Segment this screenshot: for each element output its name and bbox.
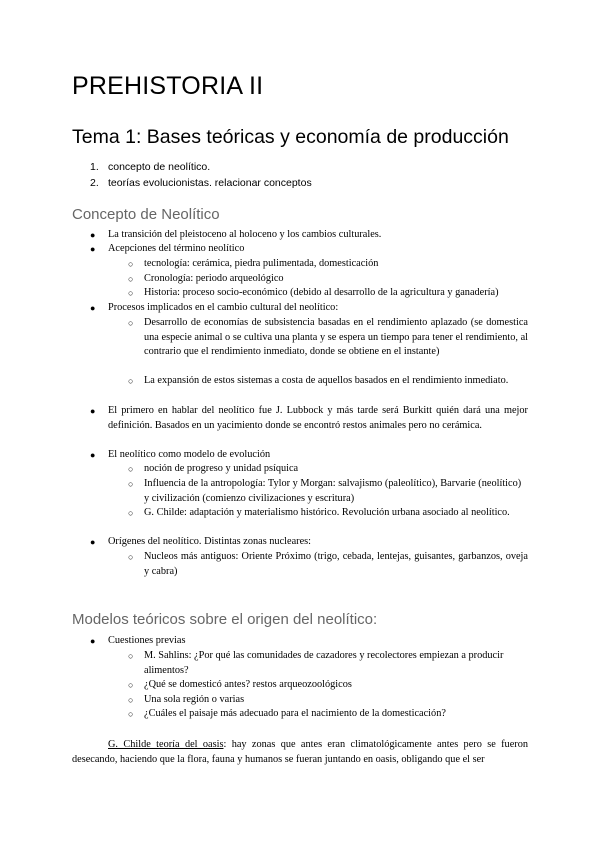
sub-list-item: M. Sahlins: ¿Por qué las comunidades de cazadores y recolectores empiezan a producir alimentos? (144, 650, 504, 676)
numbered-list (90, 159, 312, 191)
body-paragraph (72, 738, 528, 767)
bullet-filled-icon: ● (90, 244, 96, 254)
sub-list-item: La expansión de estos sistemas a costa de aquellos basados en el rendimiento inmediato. (144, 375, 509, 386)
sub-list-item: ¿Cuáles el paisaje más adecuado para el nacimiento de la domesticación? (144, 708, 446, 719)
bullet-hollow-icon: ○ (128, 695, 134, 705)
sub-list-item: Historia: proceso socio-económico (debido al desarrollo de la agricultura y ganadería) (144, 287, 499, 298)
bullet-hollow-icon: ○ (128, 464, 134, 474)
bullet-hollow-icon: ○ (128, 318, 134, 328)
bullet-filled-icon: ● (90, 303, 96, 313)
sub-list-item: Cronología: periodo arqueológico (144, 273, 284, 284)
list-item: Cuestiones previas (108, 635, 186, 646)
list-item: El primero en hablar del neolítico fue J. Lubbock y más tarde será Burkitt quién dará una mejor definición. Basados en un yacimiento donde se encontró restos animales pero no cerámica. (108, 405, 528, 431)
sub-list-item: Desarrollo de economías de subsistencia basadas en el rendimiento aplazado (se domestica una especie animal o se cultiva una planta y se espera un tiempo para tener el rendimiento, al contrario que el rendimiento inmediato, donde se obtiene en el instante) (144, 317, 528, 358)
bullet-hollow-icon: ○ (128, 680, 134, 690)
bullet-hollow-icon: ○ (128, 274, 134, 284)
bullet-filled-icon: ● (90, 230, 96, 240)
bullet-hollow-icon: ○ (128, 376, 134, 386)
list-item: El neolítico como modelo de evolución (108, 449, 271, 460)
section-heading-concepto: Concepto de Neolítico (72, 206, 220, 223)
section-heading-modelos: Modelos teóricos sobre el origen del neolítico: (72, 611, 378, 628)
bullet-hollow-icon: ○ (128, 259, 134, 269)
sub-list-item: Influencia de la antropología: Tylor y Morgan: salvajismo (paleolítico), Barvarie (neolítico) y civilización (comienzo civilizaciones y escritura) (144, 478, 522, 504)
paragraph-lead: G. Childe teoría del oasis (108, 739, 224, 750)
sub-list-item: Una sola región o varias (144, 694, 245, 705)
list-item: Acepciones del término neolítico (108, 243, 245, 254)
sub-list-item: G. Childe: adaptación y materialismo histórico. Revolución urbana asociado al neolítico. (144, 507, 510, 518)
bullet-hollow-icon: ○ (128, 508, 134, 518)
list-item: Procesos implicados en el cambio cultural del neolítico: (108, 302, 339, 313)
numbered-item: 2. teorías evolucionistas. relacionar conceptos (90, 177, 312, 189)
paragraph-text: : hay zonas que antes eran climatológicamente antes pero se fueron desecando, haciendo que la flora, fauna y humanos se fueran juntando en oasis, obligando que el ser (72, 739, 528, 765)
bullet-hollow-icon: ○ (128, 651, 134, 661)
sub-list-item: ¿Qué se domesticó antes? restos arqueozoológicos (144, 679, 352, 690)
bullet-hollow-icon: ○ (128, 479, 134, 489)
bullet-filled-icon: ● (90, 636, 96, 646)
sub-list-item: tecnología: cerámica, piedra pulimentada, domesticación (144, 258, 379, 269)
bullet-hollow-icon: ○ (128, 552, 134, 562)
bullet-filled-icon: ● (90, 537, 96, 547)
list-item: La transición del pleistoceno al holoceno y los cambios culturales. (108, 229, 382, 240)
bullet-filled-icon: ● (90, 406, 96, 416)
sub-list-item: Nucleos más antiguos: Oriente Próximo (trigo, cebada, lentejas, guisantes, garbanzos, oveja y cabra) (144, 551, 528, 577)
numbered-item: 1. concepto de neolítico. (90, 161, 211, 173)
list-item: Orígenes del neolítico. Distintas zonas nucleares: (108, 536, 312, 547)
bullet-filled-icon: ● (90, 450, 96, 460)
tema-heading: Tema 1: Bases teóricas y economía de producción (72, 126, 509, 148)
document-title: PREHISTORIA II (72, 72, 264, 100)
bullet-hollow-icon: ○ (128, 709, 134, 719)
bullet-hollow-icon: ○ (128, 288, 134, 298)
sub-list-item: noción de progreso y unidad psíquica (144, 463, 299, 474)
